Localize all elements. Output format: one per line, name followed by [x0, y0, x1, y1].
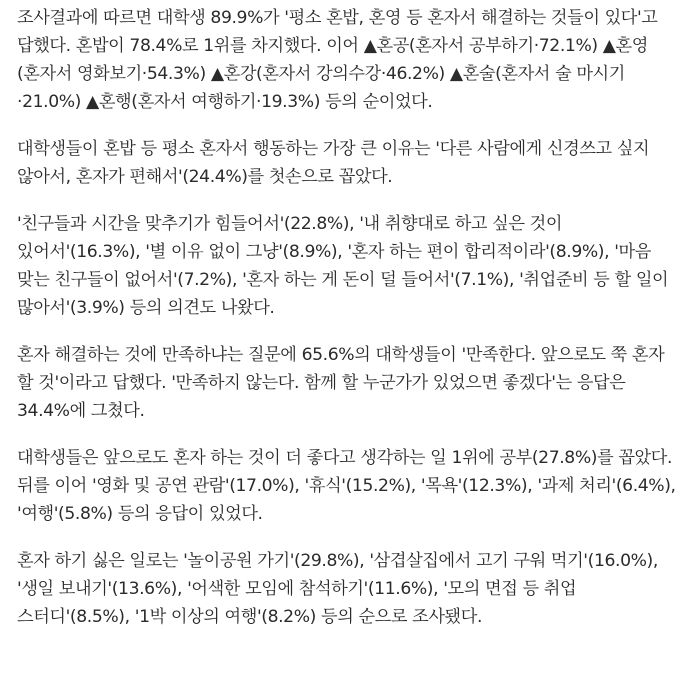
- article-paragraph: '친구들과 시간을 맞추기가 힘들어서'(22.8%), '내 취향대로 하고 싶은 것이 있어서'(16.3%), '별 이유 없이 그냥'(8.9%), '혼자 하는 편이 합리적이라'(8.9%), '마음 맞는 친구들이 없어서'(7.2%), '혼자 하는 게 돈이 덜 들어서'(7.1%), '취업준비 등 할 일이 많아서'(3.9%) 등의 의견도 나왔다.: [17, 214, 669, 318]
- article-paragraph: 혼자 해결하는 것에 만족하냐는 질문에 65.6%의 대학생들이 '만족한다. 앞으로도 쭉 혼자 할 것'이라고 답했다. '만족하지 않는다. 함께 할 누군가가 있었으면 좋겠다'는 응답은 34.4%에 그쳤다.: [17, 345, 665, 421]
- article-paragraph: 대학생들은 앞으로도 혼자 하는 것이 더 좋다고 생각하는 일 1위에 공부(27.8%)를 꼽았다. 뒤를 이어 '영화 및 공연 관람'(17.0%), '휴식'(15.2%), '목욕'(12.3%), '과제 처리'(6.4%), '여행'(5.8%) 등의 응답이 있었다.: [17, 448, 676, 524]
- article-paragraph: 혼자 하기 싫은 일로는 '놀이공원 가기'(29.8%), '삼겹살집에서 고기 구워 먹기'(16.0%), '생일 보내기'(13.6%), '어색한 모임에 참석하기'(11.6%), '모의 면접 등 취업 스터디'(8.5%), '1박 이상의 여행'(8.2%) 등의 순으로 조사됐다.: [17, 551, 658, 627]
- article-paragraph: 조사결과에 따르면 대학생 89.9%가 '평소 혼밥, 혼영 등 혼자서 해결하는 것들이 있다'고 답했다. 혼밥이 78.4%로 1위를 차지했다. 이어 ▲혼공(혼자서 공부하기·72.1%) ▲혼영(혼자서 영화보기·54.3%) ▲혼강(혼자서 강의수강·46.2%) ▲혼술(혼자서 술 마시기·21.0%) ▲혼행(혼자서 여행하기·19.3%) 등의 순이었다.: [17, 8, 658, 112]
- article-paragraph: 대학생들이 혼밥 등 평소 혼자서 행동하는 가장 큰 이유는 '다른 사람에게 신경쓰고 싶지 않아서, 혼자가 편해서'(24.4%)를 첫손으로 꼽았다.: [17, 139, 650, 187]
